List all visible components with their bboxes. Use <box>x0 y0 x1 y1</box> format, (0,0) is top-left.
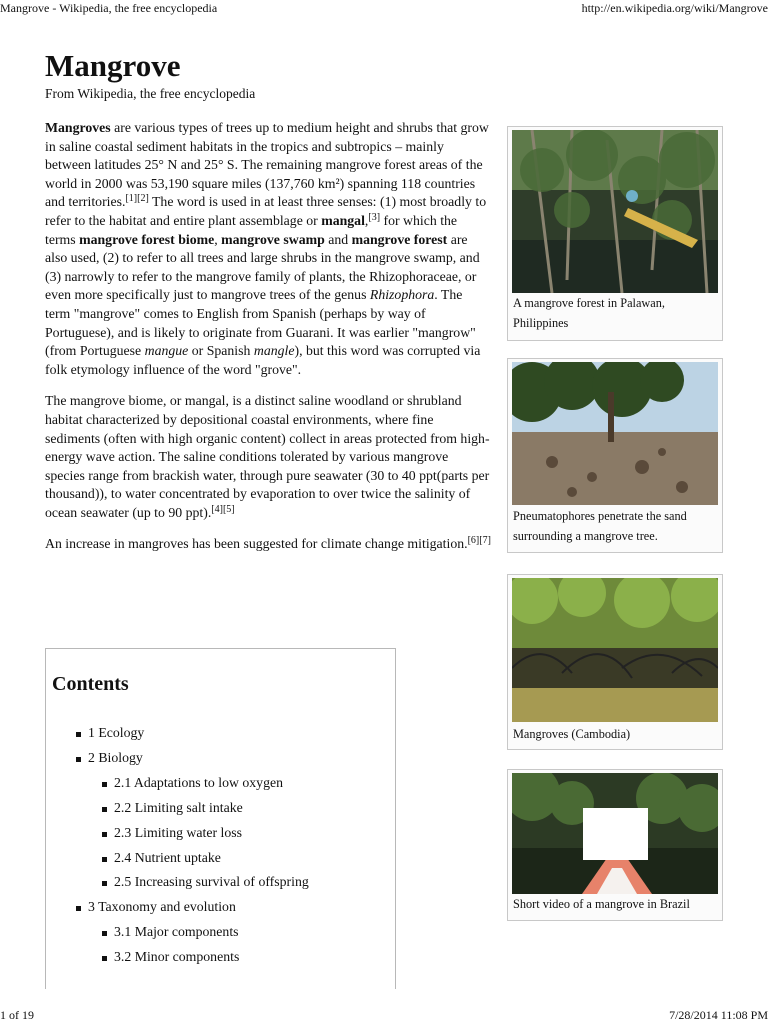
text-run: The word is used in at least three senses: (1) most broadly to refer to the habitat and entire plant assemblage or <box>45 194 487 228</box>
intro-paragraph <box>45 119 491 379</box>
toc-heading: Contents <box>52 673 129 695</box>
text-run: ), but this word was corrupted via folk etymology influence of the word "grove". <box>45 343 481 377</box>
video-placeholder[interactable] <box>583 808 648 860</box>
toc-item-offspring[interactable]: 2.5 Increasing survival of offspring <box>102 870 386 895</box>
print-header <box>0 0 768 16</box>
caption-pneumatophores: Pneumatophores penetrate the sand surrounding a mangrove tree. <box>513 509 687 543</box>
term-mangle: mangle <box>253 343 295 359</box>
article-title: Mangrove <box>45 48 181 83</box>
toc-item-salt-intake[interactable]: 2.2 Limiting salt intake <box>102 796 386 821</box>
caption-palawan: A mangrove forest in Palawan, Philippines <box>513 296 665 330</box>
term-swamp: mangrove swamp <box>221 231 325 247</box>
citation-2[interactable]: [2] <box>137 193 149 205</box>
text-run: are also used, (2) to refer to all trees and large shrubs in the mangrove swamp, and (3) narrowly to refer to the mangrove family of plants, the Rhizophoraceae, or even more specifically just to mangrove trees of the genus <box>45 231 480 303</box>
caption-brazil: Short video of a mangrove in Brazil <box>513 897 690 911</box>
text-run: . The term "mangrove" comes to English from Spanish (perhaps by way of Portuguese), and is likely to originate from Guarani. It was earlier "mangrow" (from Portuguese <box>45 287 476 359</box>
text-run: or Spanish <box>188 343 254 359</box>
habitat-paragraph <box>45 392 491 522</box>
figure-pneumatophores <box>507 358 723 553</box>
climate-paragraph <box>45 535 491 554</box>
citation-7[interactable]: [7] <box>479 535 491 547</box>
article-body <box>45 119 491 567</box>
citation-4[interactable]: [4] <box>211 503 223 515</box>
video-brazil[interactable] <box>512 773 718 894</box>
text-run: , <box>364 212 369 228</box>
toc-item-ecology[interactable]: 1 Ecology <box>76 721 386 746</box>
page-count: 1 of 19 <box>0 1008 34 1022</box>
text-run: The mangrove biome, or mangal, is a distinct saline woodland or shrubland habitat characterized by depositional coastal environments, where fine sediments (often with high organic content) collect in areas protected from high-energy wave action. The saline conditions tolerated by various mangrove species range from brackish water, through pure seawater (30 to 40 ppt(parts per thousand)), to water concentrated by evaporation to over twice the salinity of ocean seawater (up to 90 ppt). <box>45 393 490 520</box>
toc-item-nutrient-uptake[interactable]: 2.4 Nutrient uptake <box>102 846 386 871</box>
text-run: are various types of trees up to medium height and shrubs that grow in saline coastal sediment habitats in the tropics and subtropics – mainly between latitudes 25° N and 25° S. The remaining mangrove forest areas of the world in 2000 was 53,190 square miles (137,760 km²) spanning 118 countries and territories. <box>45 120 489 210</box>
citation-6[interactable]: [6] <box>467 535 480 547</box>
term-forest: mangrove forest <box>351 231 448 247</box>
page-url[interactable]: http://en.wikipedia.org/wiki/Mangrove <box>581 1 768 15</box>
text-run: An increase in mangroves has been suggested for climate change mitigation. <box>45 536 468 552</box>
figure-brazil-video <box>507 769 723 921</box>
pneumatophores-image <box>512 362 718 505</box>
page-title-header: Mangrove - Wikipedia, the free encyclopedia <box>0 1 218 15</box>
figure-palawan <box>507 126 723 341</box>
term-mangroves: Mangroves <box>45 120 111 135</box>
figure-cambodia <box>507 574 723 750</box>
text-run: , <box>214 231 222 247</box>
photo-palawan[interactable] <box>512 130 718 293</box>
term-biome: mangrove forest biome <box>79 231 215 247</box>
text-run: and <box>324 231 352 247</box>
print-timestamp: 7/28/2014 11:08 PM <box>669 1008 768 1022</box>
term-rhizophora: Rhizophora <box>369 287 435 303</box>
article-subtitle: From Wikipedia, the free encyclopedia <box>45 86 256 101</box>
toc-list <box>76 721 386 970</box>
toc-item-minor-components[interactable]: 3.2 Minor components <box>102 945 386 970</box>
term-mangue: mangue <box>144 343 189 359</box>
citation-5[interactable]: [5] <box>222 503 235 515</box>
text-run: for which the terms <box>45 212 458 247</box>
toc-item-low-oxygen[interactable]: 2.1 Adaptations to low oxygen <box>102 771 386 796</box>
cambodia-mangroves-image <box>512 578 718 722</box>
term-mangal: mangal <box>321 212 365 228</box>
citation-1[interactable]: [1] <box>125 193 138 205</box>
toc-item-biology[interactable]: 2 Biology <box>76 746 386 771</box>
citation-3[interactable]: [3] <box>368 211 381 223</box>
caption-cambodia: Mangroves (Cambodia) <box>513 727 631 741</box>
toc-item-major-components[interactable]: 3.1 Major components <box>102 920 386 945</box>
toc-item-water-loss[interactable]: 2.3 Limiting water loss <box>102 821 386 846</box>
photo-cambodia[interactable] <box>512 578 718 722</box>
photo-pneumatophores[interactable] <box>512 362 718 505</box>
print-footer <box>0 1007 768 1023</box>
toc-item-taxonomy[interactable]: 3 Taxonomy and evolution <box>76 895 386 920</box>
table-of-contents <box>45 648 396 989</box>
mangrove-forest-image <box>512 130 718 293</box>
